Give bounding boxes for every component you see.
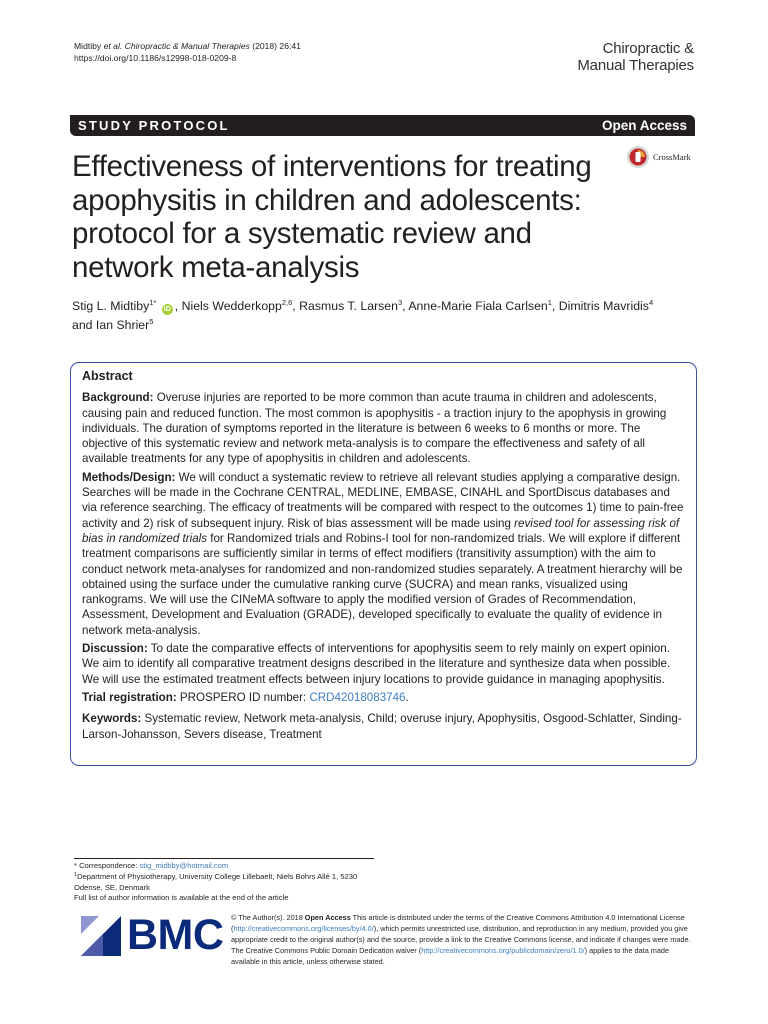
article-title: Effectiveness of interventions for treating apophysitis in children and adolescents: protocol for a systematic review and network meta-analysis xyxy=(72,150,592,284)
abstract-heading: Abstract xyxy=(82,369,133,383)
doi-link[interactable]: https://doi.org/10.1186/s12998-018-0209-8 xyxy=(74,53,237,63)
author-name[interactable]: and Ian Shrier xyxy=(72,318,150,332)
affiliation-line xyxy=(74,872,374,894)
author-affiliation-sup: 1 xyxy=(547,298,552,307)
bmc-logo[interactable] xyxy=(81,911,223,960)
background-label: Background: xyxy=(82,391,154,405)
abstract-trial-registration xyxy=(82,690,686,705)
crossmark-icon xyxy=(626,145,650,169)
background-text: Overuse injuries are reported to be more common than acute trauma in children and adolescents, causing pain and reduced function. The most common is apophysitis - a traction injury to the apophysis in growing individuals. The duration of symptoms reported in the literature is between 6 weeks to 6 months or more. The objective of this systematic review and network meta-analysis is to compare the effectiveness and safety of all available treatments for any type of apophysitis in children and adolescents. xyxy=(82,391,667,466)
open-access-label: Open Access xyxy=(601,118,687,133)
bmc-logo-icon xyxy=(81,916,121,956)
affiliation-sup: 1 xyxy=(74,871,78,878)
cc0-waiver-link[interactable]: http://creativecommons.org/publicdomain/zero/1.0/ xyxy=(421,945,585,955)
author-name[interactable]: , Niels Wedderkopp xyxy=(174,299,282,313)
cite-year-volume: (2018) 26:41 xyxy=(252,41,301,51)
methods-text-cont: for Randomized trials and Robins-I tool for non-randomized trials. We will explore if different treatment comparisons are sufficiently similar in terms of effect modifiers (transitivity assumption) with the aim to conduct network meta-analyses for randomized and non-randomized studies separately. A treatment hierarchy will be obtained using the surface under the cumulative ranking curve (SUCRA) and mean ranks, visualized using rankograms. We will use the CINeMA software to apply the modified version of Grades of Recommendation, Assessment, Development and Evaluation (GRADE), developed specifically to evaluate the quality of evidence in network meta-analysis. xyxy=(82,531,683,637)
keywords-label: Keywords: xyxy=(82,712,142,726)
methods-text: We will conduct a systematic review to retrieve all relevant studies applying a comparative design. Searches will be made in the Cochrane CENTRAL, MEDLINE, EMBASE, CINAHL and SportDiscus databases and via reference searching. The efficacy of treatments will be compared with respect to the outcomes 1) time to pain-free activity and 2) risk of subsequent injury. Risk of bias assessment will be made using xyxy=(82,470,684,530)
crossmark-label: CrossMark xyxy=(653,152,691,162)
author-name[interactable]: , Anne-Marie Fiala Carlsen xyxy=(402,299,548,313)
license-open-access: Open Access xyxy=(304,913,351,922)
citation-header xyxy=(74,40,301,64)
cite-author: Midtiby xyxy=(74,41,102,51)
journal-name-line1: Chiropractic & xyxy=(602,40,694,57)
correspondence-label: * Correspondence: xyxy=(74,861,140,870)
abstract-methods xyxy=(82,470,686,638)
trial-label: Trial registration: xyxy=(82,690,177,704)
author-affiliation-sup: 2,6 xyxy=(281,298,293,307)
author-name[interactable]: , Dimitris Mavridis xyxy=(551,299,649,313)
license-text-1: This article is distributed under the terms of the Creative Commons Attribution 4.0 International License ( xyxy=(231,913,685,933)
trial-registration-link[interactable]: CRD42018083746 xyxy=(309,690,406,704)
author-info-note: Full list of author information is available at the end of the article xyxy=(74,893,289,903)
trial-end: . xyxy=(405,690,409,704)
license-statement xyxy=(231,913,699,968)
discussion-label: Discussion: xyxy=(82,642,148,656)
author-name[interactable]: , Rasmus T. Larsen xyxy=(292,299,398,313)
author-affiliation-sup: 4 xyxy=(648,298,654,307)
journal-name-line2: Manual Therapies xyxy=(577,57,694,74)
orcid-icon[interactable]: iD xyxy=(163,306,171,313)
abstract-box xyxy=(70,362,697,766)
crossmark-badge[interactable] xyxy=(626,145,691,169)
author-affiliation-sup: 3 xyxy=(398,298,403,307)
article-type: STUDY PROTOCOL xyxy=(78,118,230,133)
bmc-logo-word: BMC xyxy=(127,911,224,959)
license-copyright: © The Author(s). 2018 xyxy=(231,913,305,922)
methods-label: Methods/Design: xyxy=(82,470,176,484)
license-text-3: ) applies to the data made available in this article, unless otherwise stated. xyxy=(231,945,670,966)
cite-etal: et al. xyxy=(103,41,123,51)
cite-journal: Chiropractic & Manual Therapies xyxy=(124,41,250,51)
author-affiliation-sup: 5 xyxy=(149,317,154,326)
methods-italic: revised tool for assessing risk of bias in randomized trials xyxy=(82,516,680,545)
author-name[interactable]: Stig L. Midtiby xyxy=(72,299,150,313)
journal-name xyxy=(577,40,694,74)
correspondence-line xyxy=(74,861,374,872)
trial-text: PROSPERO ID number: xyxy=(176,690,310,704)
discussion-text: To date the comparative effects of interventions for apophysitis seem to rely mainly on expert opinion. We aim to identify all comparative treatment designs described in the literature and synthesize data when possible. We will use the estimated treatment effects between injury locations to provide guidance in managing apophysitis. xyxy=(82,642,671,686)
license-text-2: ), which permits unrestricted use, distribution, and reproduction in any medium, provided you give appropriate credit to the original author(s) and the source, provide a link to the Creative Commons license, and indicate if changes were made. The Creative Commons Public Domain Dedication waiver ( xyxy=(231,923,691,955)
author-affiliation-sup: 1* xyxy=(149,298,157,307)
citation-line xyxy=(74,40,301,52)
abstract-keywords xyxy=(82,711,686,742)
cc-by-license-link[interactable]: http://creativecommons.org/licenses/by/4.0/ xyxy=(233,923,374,933)
correspondence-footnote xyxy=(74,858,374,904)
keywords-text: Systematic review, Network meta-analysis, Child; overuse injury, Apophysitis, Osgood-Schlatter, Sinding-Larson-Johansson, Severs disease, Treatment xyxy=(82,712,682,741)
abstract-discussion xyxy=(82,641,686,687)
abstract-background xyxy=(82,390,686,466)
article-type-banner xyxy=(70,115,695,136)
author-list xyxy=(72,297,702,335)
correspondence-email-link[interactable]: stig_midtiby@hotmail.com xyxy=(139,861,229,870)
affiliation-text: Department of Physiotherapy, University College Lillebaelt, Niels Bohrs Allé 1, 5230 Odense, SE, Denmark xyxy=(74,871,358,892)
